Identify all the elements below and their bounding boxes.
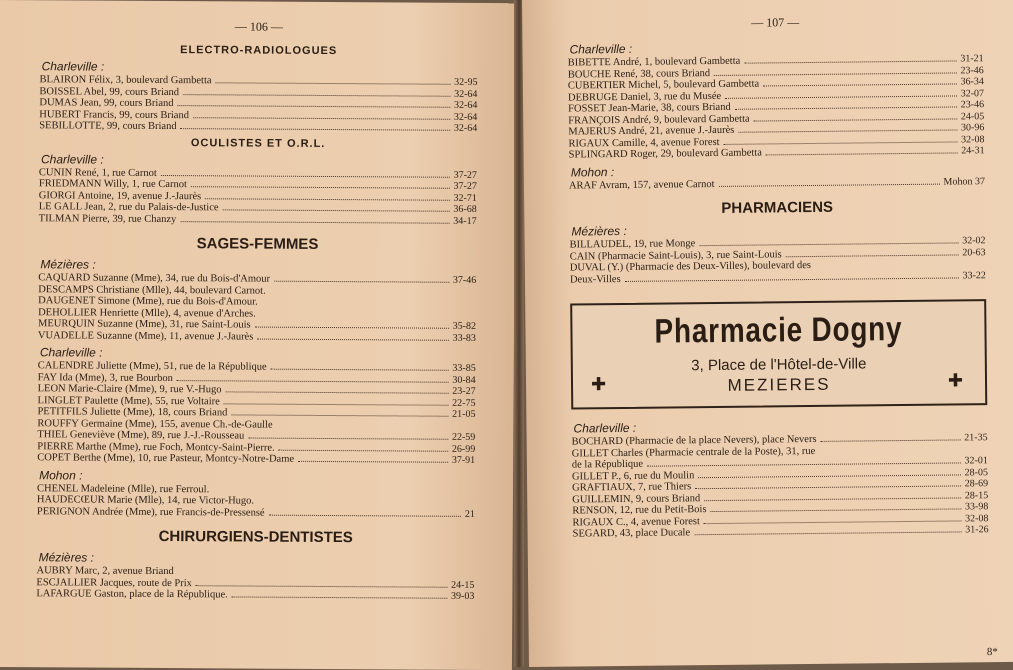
listing-name: THIEL Geneviève (Mme), 89, rue J.-J.-Rousseau (37, 429, 245, 442)
leader-dots (205, 198, 449, 200)
listing-name: Deux-Villes (569, 273, 621, 286)
listing-phone: 21 (464, 508, 475, 520)
leader-dots (196, 585, 447, 588)
place-heading: Charleville : (569, 41, 633, 57)
leader-dots (279, 449, 448, 451)
listing-entry (36, 588, 474, 602)
listing-entry (37, 506, 475, 520)
listing-phone: 22-59 (451, 431, 476, 443)
leader-dots (257, 338, 448, 340)
leader-dots (223, 209, 450, 211)
listing-name: FAY Ida (Mme), 3, rue Bourbon (37, 371, 173, 384)
listing-phone: 32-01 (964, 455, 988, 467)
page-number-right: — 107 — (751, 15, 800, 30)
listing-phone: 33-98 (964, 501, 989, 513)
listing-entry (39, 213, 477, 227)
leader-dots (754, 118, 957, 121)
listing-phone: 36-68 (453, 203, 477, 215)
listing-phone: 37-46 (452, 274, 477, 286)
page-number-left: — 106 — (234, 19, 283, 34)
leader-dots (177, 380, 448, 383)
listing-phone: 28-05 (964, 466, 989, 478)
leader-dots (698, 474, 960, 478)
listing-phone: 26-99 (451, 443, 476, 455)
left-page-content (36, 43, 477, 602)
leader-dots (694, 531, 961, 535)
listing-phone: 20-63 (962, 246, 986, 258)
listing-phone: 24-31 (961, 145, 985, 157)
listing-name: MAJERUS André, 21, avenue J.-Jaurès (568, 124, 735, 138)
listing-phone: 35-82 (452, 320, 477, 332)
leader-dots (191, 186, 450, 189)
listing-phone: Mohon 37 (943, 175, 985, 188)
listing-name: BOISSEL Abel, 99, cours Briand (39, 85, 180, 98)
leader-dots (216, 82, 451, 84)
listing-phone: 32-64 (453, 111, 478, 123)
right-page-top-listings (567, 38, 985, 191)
leader-dots (298, 461, 448, 463)
listing-name: PERIGNON Andrée (Mme), rue Francis-de-Pressensé (36, 505, 265, 519)
ad-pharmacy-name: Pharmacie Dogny (654, 310, 903, 351)
listing-phone: 21-35 (964, 432, 988, 444)
leader-dots (255, 327, 449, 329)
leader-dots (270, 293, 473, 294)
listing-name: VUADELLE Suzanne (Mme), 11, avenue J.-Jaurès (37, 329, 254, 343)
listing-name: RIGAUX Camille, 4, avenue Forest (568, 136, 720, 150)
listing-name: BIBETTE André, 1, boulevard Gambetta (567, 55, 741, 69)
listing-name: FOSSET Jean-Marie, 38, cours Briand (568, 101, 731, 115)
listing-name: BILLAUDEL, 19, rue Monge (569, 238, 696, 251)
listing-name: LINGLET Paulette (Mme), 55, rue Voltaire (37, 394, 220, 407)
listing-name: ROUFFY Germaine (Mme), 155, avenue Ch.-de-Gaulle (37, 417, 273, 431)
listing-name: GIORGI Antoine, 19, avenue J.-Jaurès (38, 189, 202, 202)
listing-name: BOUCHE René, 38, cours Briand (567, 67, 711, 81)
ad-city: MEZIERES (727, 374, 831, 395)
section-heading: OCULISTES ET O.R.L. (190, 136, 326, 150)
leader-dots (647, 462, 960, 466)
listing-phone: 28-15 (964, 489, 989, 501)
leader-dots (719, 183, 940, 186)
section-heading: CHIRURGIENS-DENTISTES (158, 527, 353, 547)
leader-dots (258, 504, 471, 505)
listing-name: CALENDRE Juliette (Mme), 51, rue de la République (37, 360, 267, 373)
leader-dots (231, 414, 448, 416)
listing-entry (39, 120, 477, 134)
listing-name: DEHOLLIER Henriette (Mlle), 4, avenue d'Arches. (38, 306, 256, 320)
listing-phone: 32-71 (453, 192, 477, 204)
listing-name: CAIN (Pharmacie Saint-Louis), 3, rue Saint-Louis (569, 248, 782, 263)
listing-name: DEBRUGE Daniel, 3, rue du Musée (567, 90, 722, 104)
listing-phone: 31-26 (965, 524, 989, 536)
leader-dots (766, 152, 957, 155)
listing-name: SPLINGARD Roger, 29, boulevard Gambetta (568, 147, 762, 161)
listing-phone: 24-15 (451, 579, 475, 591)
listing-phone: 30-96 (960, 122, 985, 134)
leader-dots (725, 95, 957, 98)
leader-dots (735, 106, 957, 109)
leader-dots (763, 83, 956, 86)
listing-name: GRAFTIAUX, 7, rue Thiers (572, 481, 692, 494)
listing-name: AUBRY Marc, 2, avenue Briand (36, 565, 174, 578)
leader-dots (178, 105, 451, 108)
listing-phone: 34-17 (453, 215, 477, 227)
leader-dots (815, 266, 982, 268)
leader-dots (269, 514, 461, 516)
listing-name: PETITFILS Juliette (Mme), 18, cours Briand (37, 406, 228, 419)
section-listings (39, 59, 477, 134)
leader-dots (224, 403, 448, 405)
listing-phone: 32-08 (961, 133, 985, 145)
leader-dots (271, 369, 449, 371)
listing-phone: 23-46 (960, 64, 984, 76)
listing-name: FRIEDMANN Willy, 1, rue Carnot (38, 178, 187, 191)
leader-dots (178, 574, 471, 576)
listing-phone: 37-27 (453, 180, 477, 192)
place-heading: Charleville : (39, 345, 103, 360)
listing-phone: 32-64 (453, 99, 478, 111)
leader-dots (724, 141, 958, 144)
listing-name: de la République (571, 458, 644, 471)
leader-dots (213, 492, 471, 494)
place-heading: Mézières : (40, 257, 96, 272)
leader-dots (738, 129, 957, 132)
listing-phone: 23-27 (452, 385, 476, 397)
listing-name: SEGARD, 43, place Ducale (572, 527, 691, 540)
pharmacy-listings-charleville (571, 417, 988, 540)
section-heading: SAGES-FEMMES (196, 235, 319, 253)
listing-phone: 24-05 (960, 110, 985, 122)
leader-dots (699, 242, 958, 246)
listing-name: HAUDECŒUR Marie (Mlle), 14, rue Victor-Hugo. (36, 494, 255, 507)
section-listings (36, 550, 474, 602)
place-heading: Mohon : (39, 467, 83, 483)
leader-dots (277, 427, 472, 428)
listing-name: DESCAMPS Christiane (Mlle), 44, boulevard Carnot. (38, 283, 266, 297)
cross-icon: ✚ (947, 370, 964, 392)
leader-dots (704, 497, 961, 501)
listing-entry (37, 452, 475, 466)
listing-name: TILMAN Pierre, 39, rue Chanzy (38, 212, 177, 225)
listing-phone: 32-95 (454, 76, 478, 88)
listing-name: LE GALL Jean, 2, rue du Palais-de-Justice (38, 201, 219, 214)
listing-name: ESCJALLIER Jacques, route de Prix (36, 576, 192, 589)
leader-dots (819, 452, 983, 454)
cross-icon: ✚ (590, 374, 607, 396)
leader-dots (704, 520, 961, 524)
listing-name: HUBERT Francis, 99, cours Briand (39, 108, 190, 121)
listing-name: GILLET Charles (Pharmacie centrale de la Poste), 31, rue (571, 445, 816, 460)
section-listings (39, 152, 477, 227)
listing-phone: 32-08 (965, 512, 989, 524)
leader-dots (180, 221, 449, 224)
signature-mark: 8* (986, 646, 998, 659)
place-heading: Charleville : (573, 420, 637, 436)
leader-dots (821, 439, 961, 441)
listing-phone: 31-21 (960, 53, 984, 65)
place-heading: Mézières : (571, 223, 627, 239)
listing-name: CUNIN René, 1, rue Carnot (38, 166, 157, 179)
leader-dots (711, 508, 961, 512)
listing-phone: 28-69 (964, 478, 989, 490)
leader-dots (714, 72, 956, 76)
place-heading: Charleville : (41, 59, 105, 74)
listing-phone: 37-91 (451, 454, 476, 466)
right-page (522, 0, 1013, 667)
listing-name: BOCHARD (Pharmacie de la place Nevers), place Nevers (571, 433, 817, 448)
leader-dots (274, 281, 449, 283)
listing-name: FRANÇOIS André, 9, boulevard Gambetta (568, 113, 750, 127)
leader-dots (625, 277, 959, 281)
listing-phone: 21-05 (452, 408, 476, 420)
listing-phone: 36-34 (960, 76, 984, 88)
leader-dots (193, 117, 450, 120)
leader-dots (695, 485, 961, 489)
listing-name: BLAIRON Félix, 3, boulevard Gambetta (39, 74, 212, 87)
listing-name: GILLET P., 6, rue du Moulin (571, 469, 695, 483)
listing-phone: 33-85 (452, 362, 476, 374)
listing-name: CUBERTIER Michel, 5, boulevard Gambetta (567, 78, 760, 92)
listing-phone: 33-22 (962, 269, 986, 281)
listing-name: PIERRE Marthe (Mme), rue Foch, Montcy-Saint-Pierre. (37, 440, 275, 454)
listing-name: GUILLEMIN, 9, cours Briand (572, 492, 701, 506)
listing-name: DAUGENET Simone (Mme), rue du Bois-d'Amour. (38, 295, 258, 308)
listing-name: ARAF Avram, 157, avenue Carnot (568, 178, 715, 192)
listing-name: SEBILLOTTE, 99, cours Briand (39, 120, 177, 133)
leader-dots (161, 174, 450, 177)
place-heading: Mohon : (570, 164, 615, 179)
listing-phone: 32-64 (453, 122, 478, 134)
listing-phone: 33-83 (452, 332, 476, 344)
section-heading-pharmaciens: PHARMACIENS (721, 198, 834, 217)
leader-dots (181, 128, 450, 131)
listing-name: COPET Berthe (Mme), 10, rue Pasteur, Montcy-Notre-Dame (37, 452, 295, 465)
listing-entry (38, 330, 476, 344)
listing-phone: 37-27 (453, 169, 477, 181)
pharmacy-advertisement (570, 299, 987, 409)
listing-name: LEON Marie-Claire (Mme), 9, rue V.-Hugo (37, 383, 222, 396)
leader-dots (744, 60, 956, 63)
ad-address: 3, Place de l'Hôtel-de-Ville (691, 355, 867, 375)
listing-name: DUMAS Jean, 99, cours Briand (39, 97, 174, 110)
listing-phone: 22-75 (452, 397, 476, 409)
listing-name: LAFARGUE Gaston, place de la République. (36, 588, 228, 601)
leader-dots (232, 596, 447, 598)
listing-name: RIGAUX C., 4, avenue Forest (572, 515, 700, 528)
listing-phone: 32-64 (454, 88, 478, 100)
listing-phone: 39-03 (450, 590, 475, 602)
leader-dots (262, 305, 472, 306)
listing-phone: 32-07 (960, 87, 985, 99)
leader-dots (260, 316, 472, 317)
listing-name: CHENEL Madeleine (Mlle), rue Ferroul. (36, 482, 210, 495)
place-heading: Mézières : (38, 550, 94, 565)
listing-name: MEURQUIN Suzanne (Mme), 31, rue Saint-Louis (37, 318, 251, 331)
section-listings (37, 257, 477, 520)
leader-dots (226, 391, 449, 393)
leader-dots (248, 438, 448, 440)
section-heading: ELECTRO-RADIOLOGUES (180, 44, 338, 58)
place-heading: Charleville : (40, 151, 104, 167)
listing-name: DUVAL (Y.) (Pharmacie des Deux-Villes), boulevard des (569, 259, 812, 274)
listing-phone: 32-02 (962, 235, 986, 247)
pharmacy-listings-mezieres (569, 220, 986, 285)
listing-name: RENSON, 12, rue du Petit-Bois (572, 504, 707, 517)
listing-phone: 30-84 (452, 374, 476, 386)
leader-dots (786, 254, 959, 257)
listing-name: CAQUARD Suzanne (Mme), 34, rue du Bois-d'Amour (38, 272, 271, 285)
leader-dots (183, 94, 450, 97)
listing-phone: 23-46 (960, 99, 985, 111)
